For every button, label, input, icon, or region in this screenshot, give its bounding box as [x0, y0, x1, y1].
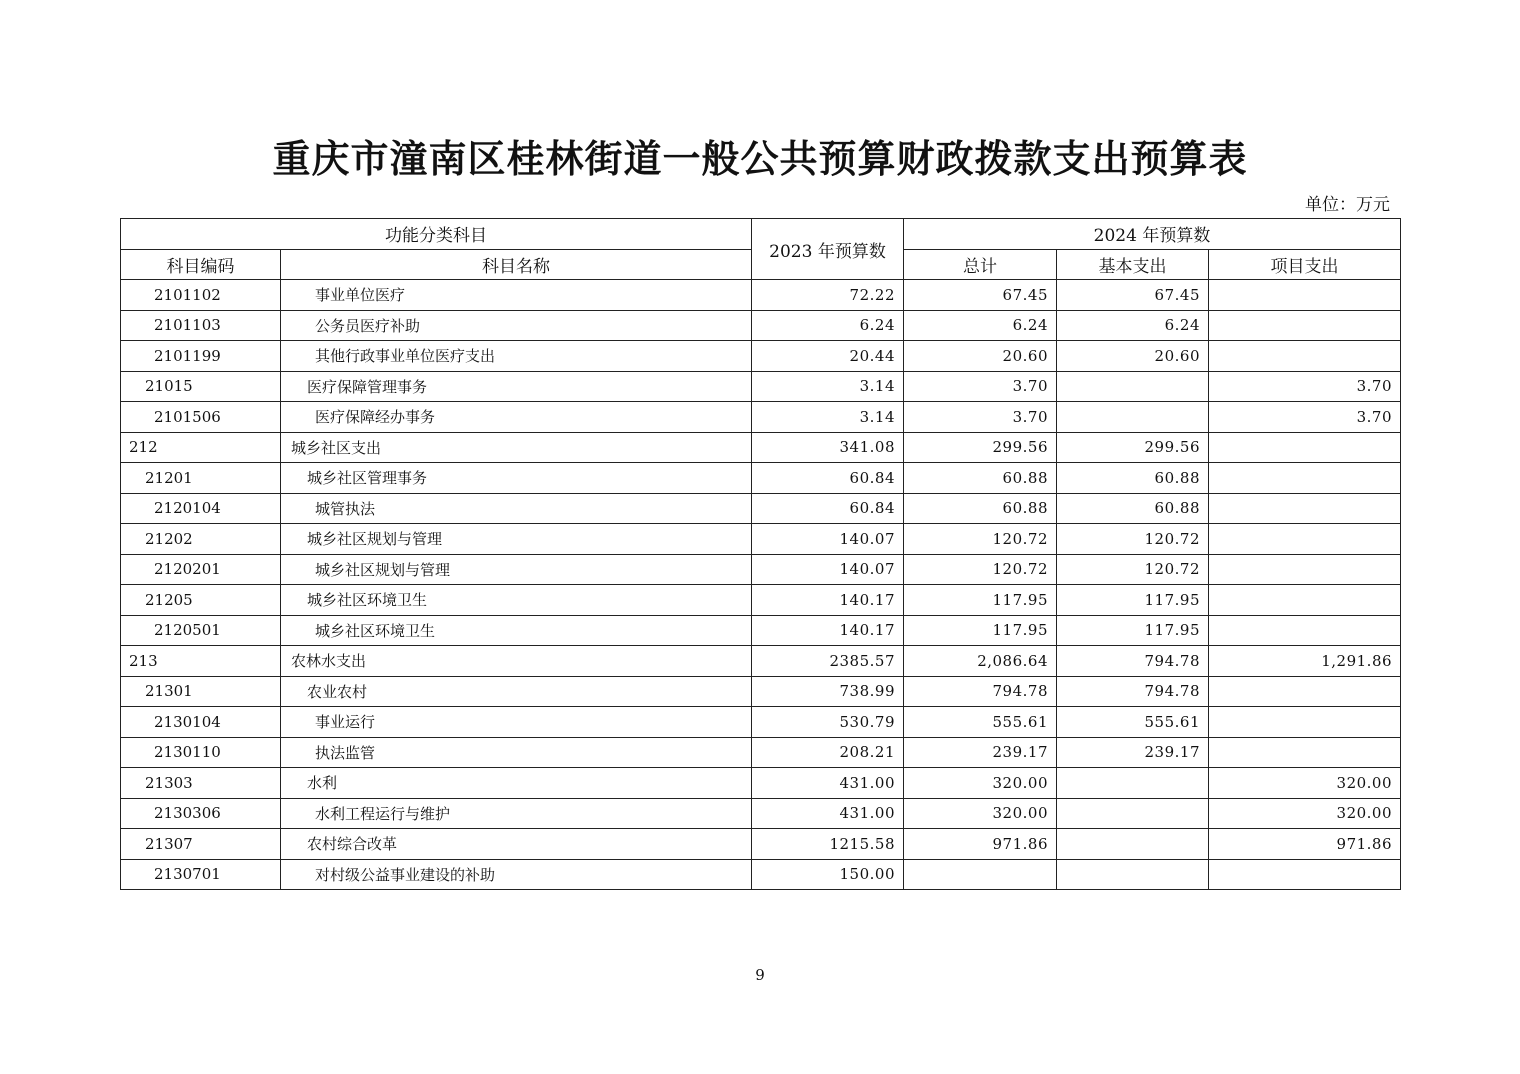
budget-2023-cell: 60.84	[752, 493, 904, 524]
project-cell: 1,291.86	[1209, 646, 1401, 677]
unit-label: 单位：万元	[1305, 195, 1390, 215]
budget-2023-cell: 530.79	[752, 707, 904, 738]
table-row	[121, 463, 1401, 494]
header-total: 总计	[904, 249, 1057, 280]
total-cell: 60.88	[904, 463, 1057, 494]
header-basic: 基本支出	[1057, 249, 1209, 280]
basic-cell: 20.60	[1057, 341, 1209, 372]
project-cell	[1209, 493, 1401, 524]
code-cell: 2120501	[121, 615, 281, 646]
name-cell: 农业农村	[281, 676, 752, 707]
code-cell: 212	[121, 432, 281, 463]
name-cell: 执法监管	[281, 737, 752, 768]
table-row	[121, 402, 1401, 433]
total-cell: 794.78	[904, 676, 1057, 707]
basic-cell: 555.61	[1057, 707, 1209, 738]
code-cell: 213	[121, 646, 281, 677]
basic-cell	[1057, 768, 1209, 799]
table-row	[121, 280, 1401, 311]
basic-cell: 67.45	[1057, 280, 1209, 311]
table-row	[121, 432, 1401, 463]
project-cell	[1209, 554, 1401, 585]
project-cell	[1209, 585, 1401, 616]
project-cell: 320.00	[1209, 798, 1401, 829]
budget-2023-cell: 140.07	[752, 524, 904, 555]
total-cell: 3.70	[904, 402, 1057, 433]
name-cell: 城乡社区规划与管理	[281, 524, 752, 555]
basic-cell: 6.24	[1057, 310, 1209, 341]
basic-cell	[1057, 829, 1209, 860]
budget-2023-cell: 60.84	[752, 463, 904, 494]
budget-2023-cell: 140.17	[752, 585, 904, 616]
header-2024-budget: 2024 年预算数	[904, 219, 1401, 250]
basic-cell: 239.17	[1057, 737, 1209, 768]
budget-2023-cell: 20.44	[752, 341, 904, 372]
total-cell	[904, 859, 1057, 890]
total-cell: 3.70	[904, 371, 1057, 402]
basic-cell	[1057, 402, 1209, 433]
total-cell: 239.17	[904, 737, 1057, 768]
table-row	[121, 768, 1401, 799]
total-cell: 60.88	[904, 493, 1057, 524]
budget-2023-cell: 150.00	[752, 859, 904, 890]
basic-cell	[1057, 371, 1209, 402]
project-cell	[1209, 280, 1401, 311]
name-cell: 水利工程运行与维护	[281, 798, 752, 829]
table-row	[121, 585, 1401, 616]
project-cell	[1209, 737, 1401, 768]
code-cell: 21301	[121, 676, 281, 707]
name-cell: 城乡社区环境卫生	[281, 615, 752, 646]
table-row	[121, 646, 1401, 677]
project-cell	[1209, 707, 1401, 738]
header-code: 科目编码	[121, 249, 281, 280]
header-name: 科目名称	[281, 249, 752, 280]
table-row	[121, 371, 1401, 402]
project-cell	[1209, 310, 1401, 341]
name-cell: 城乡社区规划与管理	[281, 554, 752, 585]
budget-2023-cell: 431.00	[752, 798, 904, 829]
project-cell	[1209, 463, 1401, 494]
budget-2023-cell: 738.99	[752, 676, 904, 707]
total-cell: 120.72	[904, 524, 1057, 555]
code-cell: 21307	[121, 829, 281, 860]
project-cell: 3.70	[1209, 402, 1401, 433]
table-header	[121, 219, 1401, 280]
basic-cell: 120.72	[1057, 554, 1209, 585]
table-row	[121, 829, 1401, 860]
code-cell: 2130104	[121, 707, 281, 738]
budget-2023-cell: 72.22	[752, 280, 904, 311]
header-functional-class: 功能分类科目	[121, 219, 752, 250]
total-cell: 117.95	[904, 615, 1057, 646]
table-row	[121, 737, 1401, 768]
budget-2023-cell: 140.07	[752, 554, 904, 585]
basic-cell: 60.88	[1057, 463, 1209, 494]
name-cell: 农林水支出	[281, 646, 752, 677]
code-cell: 21201	[121, 463, 281, 494]
budget-2023-cell: 2385.57	[752, 646, 904, 677]
name-cell: 医疗保障管理事务	[281, 371, 752, 402]
table-body	[121, 280, 1401, 890]
total-cell: 67.45	[904, 280, 1057, 311]
table-row	[121, 798, 1401, 829]
header-project: 项目支出	[1209, 249, 1401, 280]
total-cell: 6.24	[904, 310, 1057, 341]
code-cell: 21205	[121, 585, 281, 616]
total-cell: 2,086.64	[904, 646, 1057, 677]
code-cell: 2130701	[121, 859, 281, 890]
name-cell: 城乡社区管理事务	[281, 463, 752, 494]
code-cell: 2120104	[121, 493, 281, 524]
basic-cell: 117.95	[1057, 585, 1209, 616]
name-cell: 城乡社区环境卫生	[281, 585, 752, 616]
name-cell: 事业运行	[281, 707, 752, 738]
basic-cell	[1057, 859, 1209, 890]
basic-cell: 299.56	[1057, 432, 1209, 463]
budget-2023-cell: 3.14	[752, 402, 904, 433]
budget-2023-cell: 1215.58	[752, 829, 904, 860]
name-cell: 城乡社区支出	[281, 432, 752, 463]
table-row	[121, 859, 1401, 890]
code-cell: 21202	[121, 524, 281, 555]
name-cell: 其他行政事业单位医疗支出	[281, 341, 752, 372]
table-row	[121, 310, 1401, 341]
total-cell: 320.00	[904, 798, 1057, 829]
total-cell: 20.60	[904, 341, 1057, 372]
name-cell: 事业单位医疗	[281, 280, 752, 311]
project-cell	[1209, 676, 1401, 707]
budget-2023-cell: 3.14	[752, 371, 904, 402]
name-cell: 城管执法	[281, 493, 752, 524]
project-cell	[1209, 341, 1401, 372]
basic-cell: 794.78	[1057, 676, 1209, 707]
code-cell: 2101103	[121, 310, 281, 341]
budget-2023-cell: 140.17	[752, 615, 904, 646]
budget-2023-cell: 341.08	[752, 432, 904, 463]
project-cell: 320.00	[1209, 768, 1401, 799]
budget-2023-cell: 431.00	[752, 768, 904, 799]
header-2023-budget: 2023 年预算数	[752, 219, 904, 280]
total-cell: 320.00	[904, 768, 1057, 799]
basic-cell: 794.78	[1057, 646, 1209, 677]
basic-cell: 117.95	[1057, 615, 1209, 646]
code-cell: 21303	[121, 768, 281, 799]
name-cell: 水利	[281, 768, 752, 799]
project-cell	[1209, 432, 1401, 463]
basic-cell	[1057, 798, 1209, 829]
total-cell: 117.95	[904, 585, 1057, 616]
project-cell: 3.70	[1209, 371, 1401, 402]
name-cell: 对村级公益事业建设的补助	[281, 859, 752, 890]
table-row	[121, 341, 1401, 372]
budget-table	[120, 218, 1401, 890]
total-cell: 299.56	[904, 432, 1057, 463]
code-cell: 2130110	[121, 737, 281, 768]
total-cell: 971.86	[904, 829, 1057, 860]
code-cell: 2101102	[121, 280, 281, 311]
name-cell: 农村综合改革	[281, 829, 752, 860]
name-cell: 医疗保障经办事务	[281, 402, 752, 433]
total-cell: 555.61	[904, 707, 1057, 738]
basic-cell: 120.72	[1057, 524, 1209, 555]
project-cell: 971.86	[1209, 829, 1401, 860]
table-row	[121, 676, 1401, 707]
table-row	[121, 707, 1401, 738]
table-row	[121, 615, 1401, 646]
code-cell: 2120201	[121, 554, 281, 585]
page-number: 9	[755, 966, 765, 984]
total-cell: 120.72	[904, 554, 1057, 585]
name-cell: 公务员医疗补助	[281, 310, 752, 341]
project-cell	[1209, 859, 1401, 890]
project-cell	[1209, 524, 1401, 555]
basic-cell: 60.88	[1057, 493, 1209, 524]
code-cell: 2130306	[121, 798, 281, 829]
page-title: 重庆市潼南区桂林街道一般公共预算财政拨款支出预算表	[272, 136, 1248, 181]
budget-2023-cell: 208.21	[752, 737, 904, 768]
table-row	[121, 524, 1401, 555]
code-cell: 21015	[121, 371, 281, 402]
budget-2023-cell: 6.24	[752, 310, 904, 341]
table-row	[121, 554, 1401, 585]
project-cell	[1209, 615, 1401, 646]
code-cell: 2101199	[121, 341, 281, 372]
code-cell: 2101506	[121, 402, 281, 433]
table-row	[121, 493, 1401, 524]
